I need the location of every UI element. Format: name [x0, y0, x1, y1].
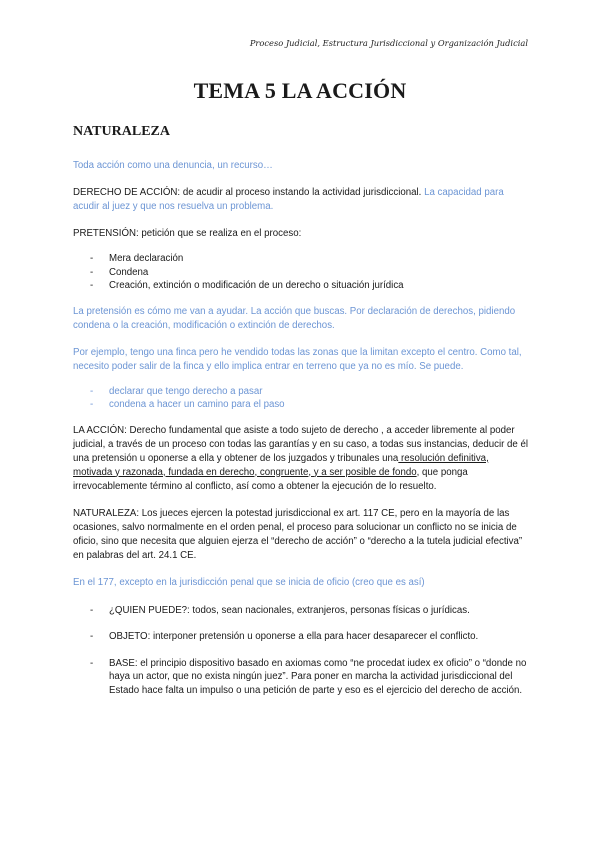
document-body [73, 159, 529, 710]
list-item: - Mera declaración [73, 252, 529, 266]
list-item: - condena a hacer un camino para el paso [73, 398, 529, 412]
page-title: TEMA 5 LA ACCIÓN [193, 78, 407, 103]
note-example: Por ejemplo, tengo una finca pero he vendido todas las zonas que la limitan excepto el centro. Como tal, necesito poder salir de la finca y ello implica entrar en terreno que ya no es mío. Se puede. [73, 346, 522, 372]
derecho-note: La capacidad para acudir al juez y que nos resuelva un problema. [73, 187, 504, 212]
naturaleza-label: NATURALEZA: [73, 507, 140, 519]
accion-text: Derecho fundamental que asiste a todo sujeto de derecho , a acceder libremente al poder judicial, a través de un proceso con todas las garantías y en su caso, a todas sus instancias, deducir de él una pretensión u oponerse a ella y obtener de los juzgados y tribunales una [73, 424, 529, 464]
accion-label: LA ACCIÓN: [73, 424, 127, 436]
pretension-list [73, 252, 529, 293]
intro-note: Toda acción como una denuncia, un recurso… [73, 160, 273, 171]
list-item: - ¿QUIEN PUEDE?: todos, sean nacionales, extranjeros, personas físicas o jurídicas. [73, 604, 529, 618]
derecho-text: de acudir al proceso instando la actividad jurisdiccional. [180, 187, 422, 198]
accion-tail: , que ponga irrevocablemente término al conflicto, así como a obtener la ejecución de lo resuelto. [73, 466, 468, 492]
list-item: - declarar que tengo derecho a pasar [73, 385, 529, 399]
example-list [73, 385, 529, 412]
list-item: - OBJETO: interponer pretensión u oponerse a ella para hacer desaparecer el conflicto. [73, 630, 529, 644]
accion-underlined: resolución definitiva, motivada y razonada, fundada en derecho, congruente, y a ser posible de fondo [73, 452, 489, 478]
section-heading: NATURALEZA [73, 124, 170, 139]
note-pretension: La pretensión es cómo me van a ayudar. La acción que buscas. Por declaración de derechos, pidiendo condena o la creación, modificación o extinción de derechos. [73, 305, 516, 331]
derecho-label: DERECHO DE ACCIÓN: [73, 187, 181, 198]
list-item: - BASE: el principio dispositivo basado en axiomas como “ne procedat iudex ex oficio” o “donde no haya un actor, que no exista ningún juez”. Para poner en marcha la actividad jurisdiccional del Estado hace falta un impulso o una petición de parte y eso es el ejercicio del derecho de acción. [73, 657, 529, 698]
pretension-label: PRETENSIÓN: [73, 228, 139, 239]
pretension-paragraph [73, 227, 529, 241]
derecho-paragraph [73, 186, 529, 214]
naturaleza-text: Los jueces ejercen la potestad jurisdiccional ex art. 117 CE, pero en la mayoría de las ocasiones, salvo normalmente en el orden penal, el proceso para solucionar un conflicto no se inicia de oficio, sino que necesita que alguien ejerza el “derecho de acción” o “derecho a la tutela judicial efectiva” en palabras del art. 24.1 CE. [73, 507, 523, 561]
list-item: - Condena [73, 266, 529, 280]
page-header: Proceso Judicial, Estructura Jurisdiccional y Organización Judicial [249, 38, 528, 48]
accion-paragraph [73, 424, 529, 494]
list-item: - Creación, extinción o modificación de un derecho o situación jurídica [73, 279, 529, 293]
note-177: En el 177, excepto en la jurisdicción penal que se inicia de oficio (creo que es así) [73, 576, 425, 588]
naturaleza-paragraph [73, 507, 529, 563]
final-list [73, 604, 529, 698]
pretension-text: petición que se realiza en el proceso: [138, 228, 302, 239]
